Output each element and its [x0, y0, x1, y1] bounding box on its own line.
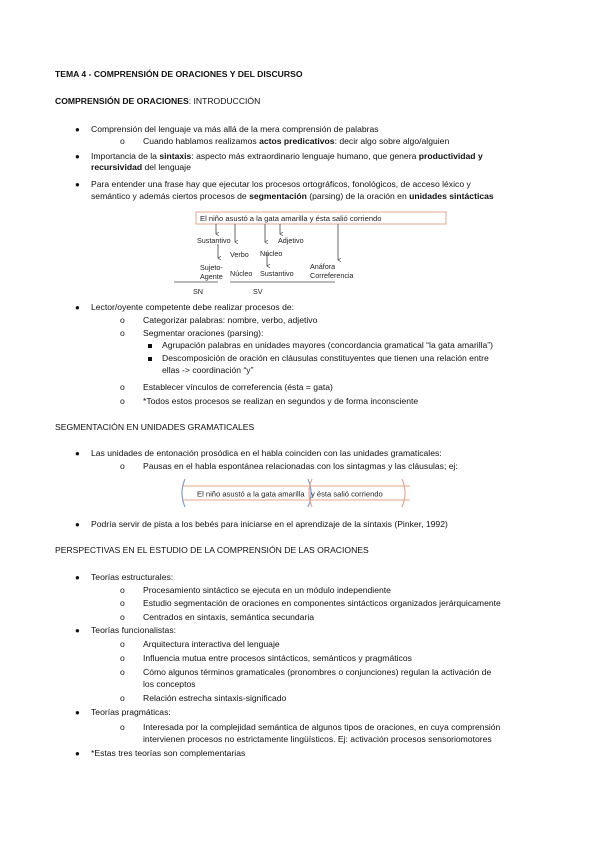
section-heading-introduccion: COMPRENSIÓN DE ORACIONES: INTRODUCCIÓN [55, 96, 261, 106]
circle-bullet-icon: o [120, 585, 125, 595]
list-item-continuation: intervienen procesos no estrictamente lingüísticos. Ej: activación procesos sensoriomotores [143, 734, 492, 744]
prosody-sentence-part-2: y ésta salió corriendo [311, 489, 383, 499]
prosody-diagram [175, 476, 425, 510]
label-nucleo-2: Núcleo [230, 269, 253, 278]
square-bullet-icon [148, 344, 152, 348]
circle-bullet-icon: o [120, 396, 125, 406]
circle-bullet-icon: o [120, 722, 125, 732]
list-item: Para entender una frase hay que ejecutar los procesos ortográficos, fonológicos, de acceso léxico y [91, 179, 471, 189]
label-anafora: Anáfora [310, 262, 336, 271]
syntax-tree-diagram [160, 208, 460, 300]
list-item: Importancia de la sintaxis: aspecto más extraordinario lenguaje humano, que genera productividad y [91, 151, 483, 161]
bracket-close-icon [402, 479, 405, 507]
document-title: TEMA 4 - COMPRENSIÓN DE ORACIONES Y DEL DISCURSO [55, 69, 303, 79]
list-item: Segmentar oraciones (parsing): [143, 328, 264, 338]
list-item: Procesamiento sintáctico se ejecuta en un módulo independiente [143, 585, 391, 595]
list-item: Arquitectura interactiva del lenguaje [143, 639, 280, 649]
circle-bullet-icon: o [120, 693, 125, 703]
list-item: Influencia mutua entre procesos sintácticos, semánticos y pragmáticos [143, 653, 412, 663]
circle-bullet-icon: o [120, 328, 125, 338]
label-agente: Agente [200, 272, 223, 281]
list-item: Podría servir de pista a los bebés para iniciarse en el aprendizaje de la sintaxis (Pinker, 1992) [91, 519, 448, 529]
bullet-icon: ● [75, 749, 80, 758]
circle-bullet-icon: o [120, 315, 125, 325]
list-item-continuation: recursividad del lenguaje [91, 162, 191, 172]
circle-bullet-icon: o [120, 598, 125, 608]
label-correferencia: Correferencia [310, 271, 354, 280]
section-heading-perspectivas: PERSPECTIVAS EN EL ESTUDIO DE LA COMPRENSIÓN DE LAS ORACIONES [55, 545, 369, 555]
bullet-icon: ● [75, 125, 80, 134]
bullet-icon: ● [75, 303, 80, 312]
list-item: Las unidades de entonación prosódica en el habla coinciden con las unidades gramaticales: [91, 448, 442, 458]
list-item: Centrados en sintaxis, semántica secundaria [143, 612, 315, 622]
list-item: Categorizar palabras: nombre, verbo, adjetivo [143, 315, 318, 325]
list-item: Teorías pragmáticas: [91, 707, 171, 717]
list-item: Pausas en el habla espontánea relacionadas con los sintagmas y las cláusulas; ej: [143, 461, 458, 471]
bullet-icon: ● [75, 520, 80, 529]
circle-bullet-icon: o [120, 461, 125, 471]
list-item-continuation: ellas -> coordinación “y” [162, 365, 254, 375]
prosody-sentence-part-1: El niño asustó a la gata amarilla [197, 489, 305, 499]
label-nucleo-1: Núcleo [260, 249, 283, 258]
section-heading-segmentacion: SEGMENTACIÓN EN UNIDADES GRAMATICALES [55, 422, 255, 432]
list-item: Comprensión del lenguaje va más allá de la mera comprensión de palabras [91, 124, 379, 134]
list-item: Teorías funcionalistas: [91, 625, 177, 635]
list-item: Teorías estructurales: [91, 572, 174, 582]
list-item: *Estas tres teorías son complementarias [91, 748, 246, 758]
square-bullet-icon [148, 357, 152, 361]
bullet-icon: ● [75, 573, 80, 582]
list-item: Establecer vínculos de correferencia (ésta = gata) [143, 382, 333, 392]
list-item: Agrupación palabras en unidades mayores (concordancia gramatical “la gata amarilla”) [162, 340, 494, 350]
circle-bullet-icon: o [120, 653, 125, 663]
circle-bullet-icon: o [120, 612, 125, 622]
list-item: *Todos estos procesos se realizan en segundos y de forma inconsciente [143, 396, 419, 406]
bullet-icon: ● [75, 180, 80, 189]
label-adjetivo: Adjetivo [278, 236, 304, 245]
circle-bullet-icon: o [120, 667, 125, 677]
diagram-sentence: El niño asustó a la gata amarilla y ésta salió corriendo [200, 214, 382, 223]
label-sn: SN [193, 287, 203, 296]
list-item: Estudio segmentación de oraciones en componentes sintácticos organizados jerárquicamente [143, 598, 501, 608]
label-sustantivo-2: Sustantivo [260, 269, 294, 278]
list-item: Lector/oyente competente debe realizar procesos de: [91, 302, 295, 312]
bullet-icon: ● [75, 449, 80, 458]
bullet-icon: ● [75, 708, 80, 717]
bullet-icon: ● [75, 626, 80, 635]
list-item: Cuando hablamos realizamos actos predicativos: decir algo sobre algo/alguien [143, 136, 450, 146]
list-item: Cómo algunos términos gramaticales (pronombres o conjunciones) regulan la activación de [143, 667, 492, 677]
list-item: Interesada por la complejidad semántica de algunos tipos de oraciones, en cuya comprensión [143, 722, 501, 732]
list-item-continuation: semántico y además ciertos procesos de segmentación (parsing) de la oración en unidades sintácticas [91, 191, 494, 201]
circle-bullet-icon: o [120, 382, 125, 392]
list-item-continuation: los conceptos [143, 679, 196, 689]
list-item: Descomposición de oración en cláusulas constituyentes que tienen una relación entre [162, 353, 489, 363]
label-sujeto: Sujeto- [200, 263, 223, 272]
label-sv: SV [253, 287, 263, 296]
bullet-icon: ● [75, 152, 80, 161]
label-verbo: Verbo [230, 250, 249, 259]
circle-bullet-icon: o [120, 639, 125, 649]
bracket-open-icon [182, 479, 185, 507]
label-sustantivo: Sustantivo [197, 236, 231, 245]
list-item: Relación estrecha sintaxis-significado [143, 693, 287, 703]
circle-bullet-icon: o [120, 136, 125, 146]
